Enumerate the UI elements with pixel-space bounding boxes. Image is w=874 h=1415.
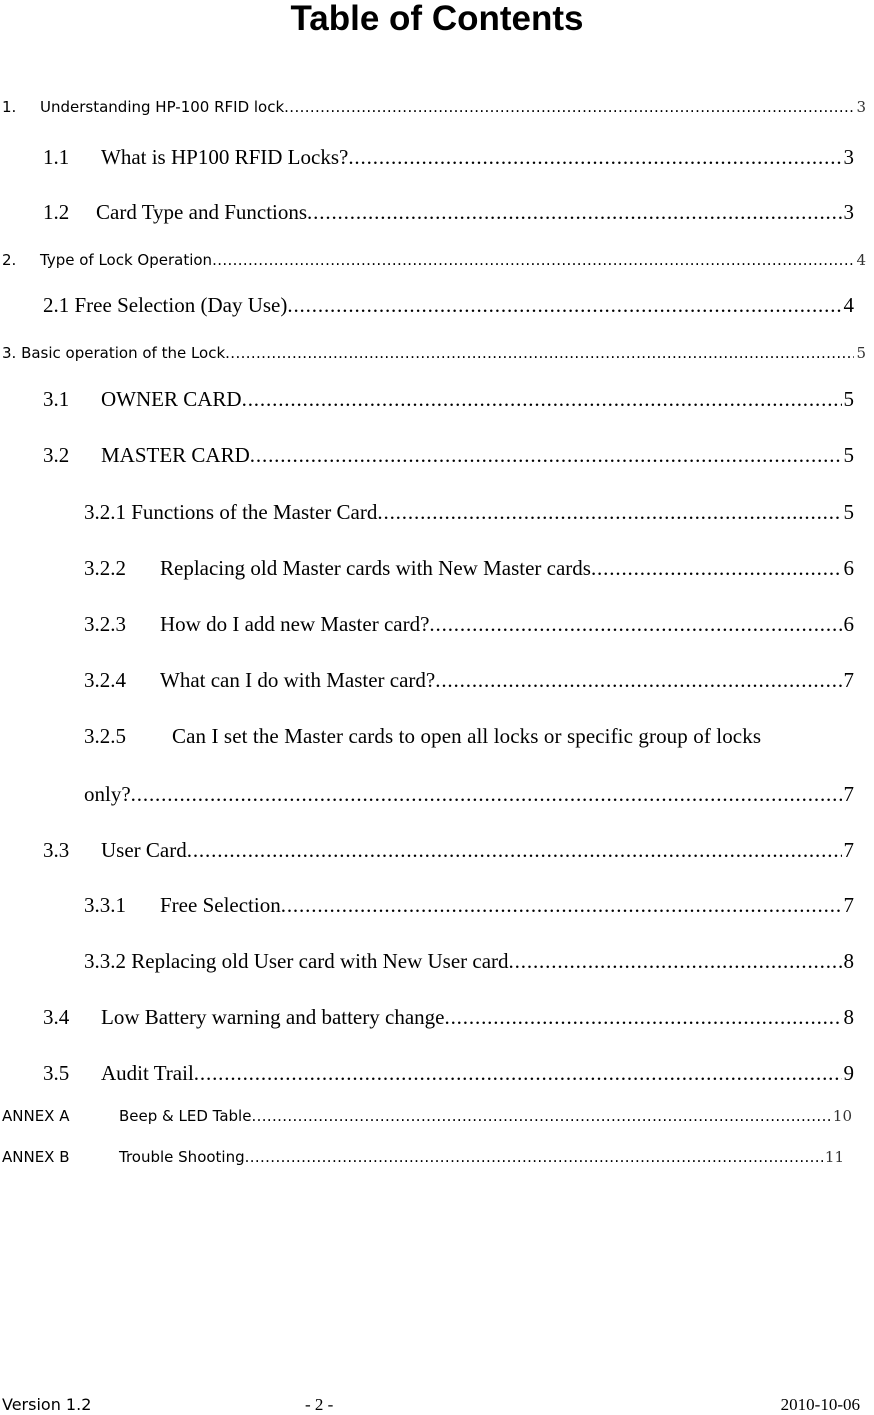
toc-number: 3.2.3 (84, 612, 126, 636)
toc-entry-3-2[interactable] (43, 443, 854, 468)
toc-entry-3-3[interactable] (43, 838, 854, 863)
toc-leader (444, 1005, 841, 1030)
toc-label: How do I add new Master card? (160, 612, 430, 636)
toc-label: Trouble Shooting (119, 1148, 245, 1166)
toc-leader (591, 556, 842, 581)
toc-label: Low Battery warning and battery change (101, 1005, 445, 1029)
toc-leader (429, 612, 841, 637)
toc-label: Free Selection (160, 893, 281, 917)
toc-entry-1-2[interactable] (43, 200, 854, 225)
toc-entry-annex-a[interactable] (2, 1107, 852, 1125)
toc-leader (242, 387, 842, 412)
toc-number: 3.3.1 (84, 893, 126, 917)
toc-number: 3.5 (43, 1061, 70, 1085)
toc-number: 3.2.2 (84, 556, 126, 580)
toc-page: 10 (832, 1107, 852, 1125)
toc-entry-3-1[interactable] (43, 387, 854, 412)
toc-leader (281, 893, 842, 918)
toc-page: 8 (843, 1005, 854, 1029)
toc-leader (287, 293, 841, 318)
toc-leader (225, 344, 854, 362)
toc-label: Audit Trail (101, 1061, 194, 1085)
toc-entry-2[interactable] (2, 251, 866, 269)
toc-entry-3-2-2[interactable] (84, 556, 854, 581)
toc-number: 3.4 (43, 1005, 70, 1029)
toc-page: 3 (856, 98, 866, 116)
toc-number: 3.2.4 (84, 668, 126, 692)
toc-label: Type of Lock Operation (40, 251, 213, 269)
toc-number: 1. (2, 98, 17, 116)
toc-entry-3-3-1[interactable] (84, 893, 854, 918)
toc-page: 7 (843, 782, 854, 806)
toc-entry-3-2-4[interactable] (84, 668, 854, 693)
toc-entry-1-1[interactable] (43, 145, 854, 170)
toc-entry-3-5[interactable] (43, 1061, 854, 1086)
toc-entry-3-4[interactable] (43, 1005, 854, 1030)
toc-page: 5 (843, 500, 854, 524)
toc-entry-1[interactable] (2, 98, 866, 116)
toc-label: only? (84, 782, 131, 806)
toc-leader (245, 1148, 823, 1166)
toc-number: 3.1 (43, 387, 70, 411)
toc-leader (187, 838, 842, 863)
toc-entry-2-1[interactable] (43, 293, 854, 318)
toc-number: 3.2 (43, 443, 70, 467)
toc-number: 3.2.5 (84, 724, 126, 748)
toc-page: 6 (843, 612, 854, 636)
toc-page: 7 (843, 893, 854, 917)
toc-leader (509, 949, 842, 974)
toc-label: 3.3.2 Replacing old User card with New User card (84, 949, 509, 973)
toc-leader (251, 1107, 830, 1125)
toc-leader (284, 98, 854, 116)
toc-page: 4 (843, 293, 854, 317)
toc-label: What can I do with Master card? (160, 668, 436, 692)
toc-label: Understanding HP-100 RFID lock (40, 98, 285, 116)
toc-label: OWNER CARD (101, 387, 242, 411)
footer-date: 2010-10-06 (780, 1395, 860, 1414)
toc-label: User Card (101, 838, 187, 862)
footer-version: Version 1.2 (2, 1395, 92, 1414)
toc-label: Can I set the Master cards to open all locks or specific group of locks (172, 724, 762, 748)
toc-page: 11 (824, 1148, 844, 1166)
toc-leader (250, 443, 842, 468)
toc-leader (377, 500, 841, 525)
toc-entry-3-2-3[interactable] (84, 612, 854, 637)
toc-page: 4 (856, 251, 866, 269)
toc-number: 2. (2, 251, 17, 269)
toc-label: What is HP100 RFID Locks? (101, 145, 349, 169)
toc-label: 3. Basic operation of the Lock (2, 344, 226, 362)
toc-label: Beep & LED Table (119, 1107, 252, 1125)
toc-number: ANNEX A (2, 1107, 70, 1125)
toc-label: 3.2.1 Functions of the Master Card (84, 500, 378, 524)
footer-page-number: - 2 - (305, 1395, 334, 1414)
toc-page: 5 (843, 387, 854, 411)
toc-number: 1.1 (43, 145, 70, 169)
toc-entry-3-2-5[interactable] (84, 724, 761, 749)
toc-page: 7 (843, 668, 854, 692)
toc-entry-3-2-5-cont[interactable] (84, 782, 854, 807)
toc-number: 1.2 (43, 200, 70, 224)
toc-page: 3 (843, 145, 854, 169)
toc-page: 8 (843, 949, 854, 973)
toc-page: 9 (843, 1061, 854, 1085)
toc-page: 3 (843, 200, 854, 224)
toc-label: MASTER CARD (101, 443, 250, 467)
toc-leader (348, 145, 841, 170)
toc-page: 5 (856, 344, 866, 362)
toc-leader (194, 1061, 842, 1086)
toc-page: 6 (843, 556, 854, 580)
toc-label: Replacing old Master cards with New Master cards (160, 556, 591, 580)
page-title: Table of Contents (290, 0, 584, 38)
toc-page: 5 (843, 443, 854, 467)
toc-label: 2.1 Free Selection (Day Use) (43, 293, 288, 317)
toc-label: Card Type and Functions (96, 200, 308, 224)
toc-number: ANNEX B (2, 1148, 70, 1166)
toc-leader (212, 251, 854, 269)
toc-leader (307, 200, 841, 225)
toc-number: 3.3 (43, 838, 70, 862)
toc-entry-3-2-1[interactable] (84, 500, 854, 525)
toc-entry-3-3-2[interactable] (84, 949, 854, 974)
toc-entry-3[interactable] (2, 344, 866, 362)
toc-leader (131, 782, 842, 807)
toc-entry-annex-b[interactable] (2, 1148, 844, 1166)
toc-page: 7 (843, 838, 854, 862)
toc-leader (435, 668, 841, 693)
